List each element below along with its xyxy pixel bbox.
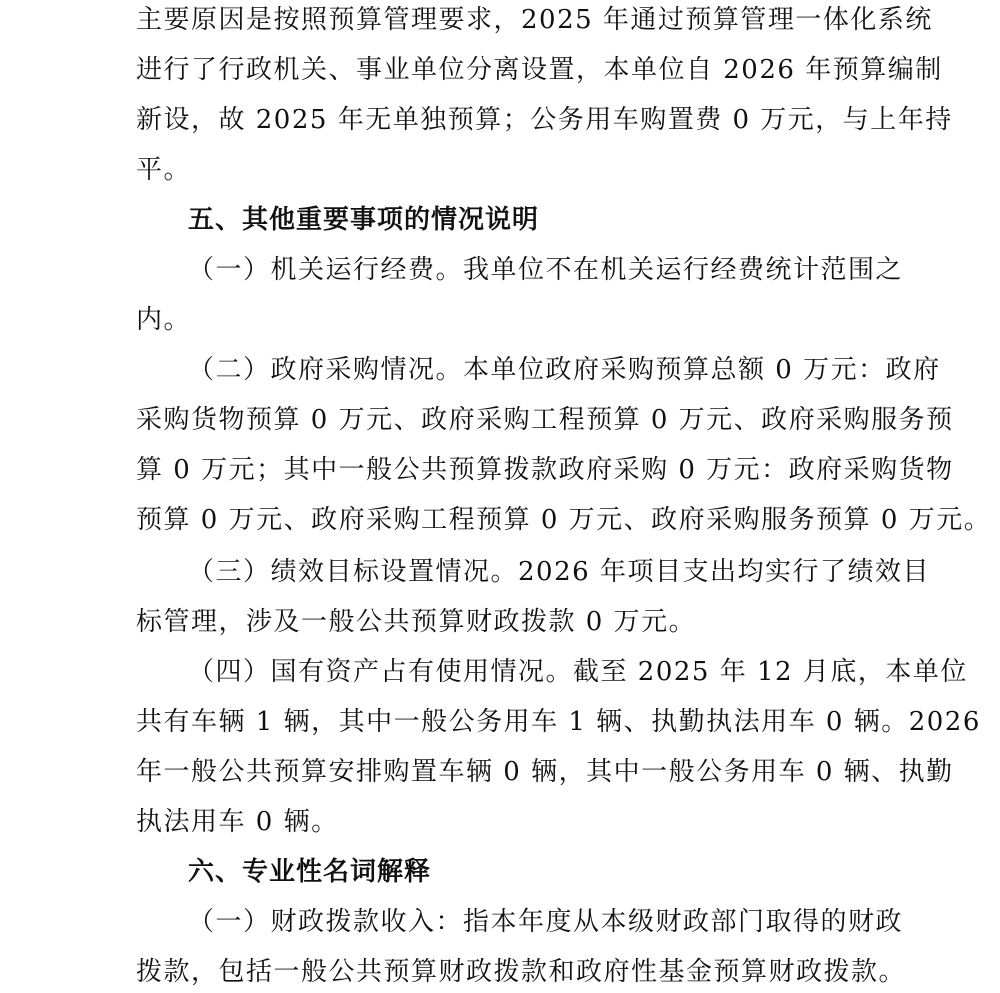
item-4-line-3: 年一般公共预算安排购置车辆 0 辆，其中一般公务用车 0 辆、执勤 [136,757,954,787]
paragraph-intro-line-1: 主要原因是按照预算管理要求，2025 年通过预算管理一体化系统 [136,5,933,35]
item-2-line-3: 算 0 万元；其中一般公共预算拨款政府采购 0 万元：政府采购货物 [136,455,954,485]
item-3-label: （三）绩效目标设置情况。 [188,557,519,587]
term-1-line-2: 拨款，包括一般公共预算财政拨款和政府性基金预算财政拨款。 [136,957,907,987]
item-2-line-2: 采购货物预算 0 万元、政府采购工程预算 0 万元、政府采购服务预 [136,405,954,435]
paragraph-intro-line-2: 进行了行政机关、事业单位分离设置，本单位自 2026 年预算编制 [136,55,943,85]
item-3-text: 2026 年项目支出均实行了绩效目 [518,557,930,587]
term-1-label: （一）财政拨款收入： [188,907,464,937]
item-2-text: 本单位政府采购预算总额 0 万元：政府 [463,355,941,385]
item-3-line-2: 标管理，涉及一般公共预算财政拨款 0 万元。 [136,607,697,637]
item-3-line-1 [188,552,930,592]
item-2-line-4: 预算 0 万元、政府采购工程预算 0 万元、政府采购服务预算 0 万元。 [136,505,992,535]
paragraph-intro-line-3: 新设，故 2025 年无单独预算；公务用车购置费 0 万元，与上年持 [136,105,953,135]
section-6-heading: 六、专业性名词解释 [188,857,432,887]
item-4-text: 截至 2025 年 12 月底，本单位 [573,657,968,687]
term-1-text: 指本年度从本级财政部门取得的财政 [463,907,904,937]
term-1-line-1 [188,902,903,942]
item-1-line-1 [188,250,903,290]
item-4-line-1 [188,652,968,692]
item-4-line-4: 执法用车 0 辆。 [136,807,339,837]
item-4-line-2: 共有车辆 1 辆，其中一般公务用车 1 辆、执勤执法用车 0 辆。2026 [136,707,981,737]
item-1-line-2: 内。 [136,305,192,335]
paragraph-intro-line-4: 平。 [136,155,192,185]
item-1-label: （一）机关运行经费。 [188,255,464,285]
section-5-heading: 五、其他重要事项的情况说明 [188,205,540,235]
item-2-label: （二）政府采购情况。 [188,355,464,385]
item-2-line-1 [188,350,941,390]
item-1-text: 我单位不在机关运行经费统计范围之 [463,255,904,285]
item-4-label: （四）国有资产占有使用情况。 [188,657,574,687]
